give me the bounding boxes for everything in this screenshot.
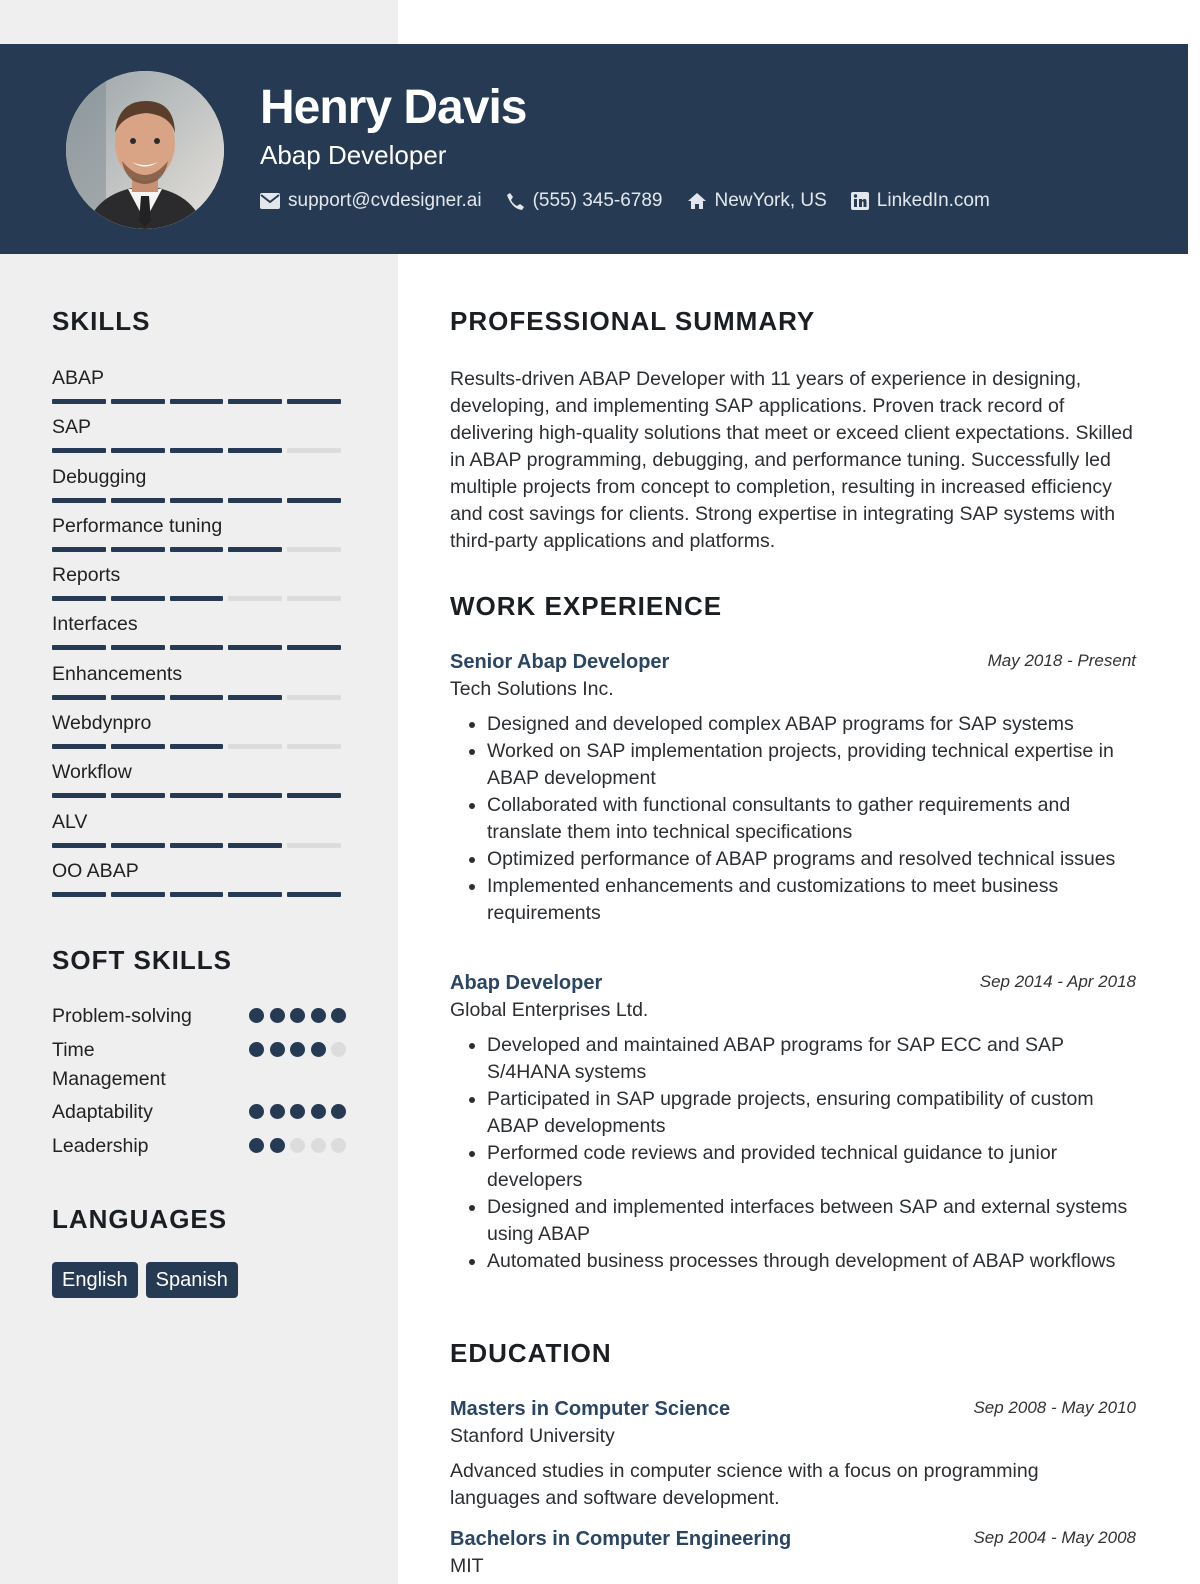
rating-dot xyxy=(270,1042,285,1057)
contact-linkedin[interactable] xyxy=(851,190,990,212)
skill-level-bar xyxy=(52,744,346,749)
school-name: Stanford University xyxy=(450,1425,615,1447)
skill-level-segment xyxy=(111,498,165,503)
skill-level-segment xyxy=(287,695,341,700)
soft-skills-heading: SOFT SKILLS xyxy=(52,945,232,975)
job-company: Global Enterprises Ltd. xyxy=(450,999,649,1021)
skill-level-segment xyxy=(287,498,341,503)
skill-level-bar xyxy=(52,892,346,897)
rating-dot xyxy=(290,1008,305,1023)
candidate-name: Henry Davis xyxy=(260,81,527,134)
skill-level-segment xyxy=(170,498,224,503)
candidate-title: Abap Developer xyxy=(260,140,447,170)
skill-item xyxy=(52,611,346,660)
education-dates: Sep 2004 - May 2008 xyxy=(973,1528,1136,1547)
skill-level-segment xyxy=(228,892,282,897)
skill-level-segment xyxy=(170,399,224,404)
rating-dot xyxy=(249,1104,264,1119)
skill-level-segment xyxy=(52,596,106,601)
skill-level-segment xyxy=(287,892,341,897)
job-dates: Sep 2014 - Apr 2018 xyxy=(979,972,1136,991)
contact-email[interactable] xyxy=(260,190,482,212)
degree-title: Masters in Computer Science xyxy=(450,1398,731,1420)
bullet-item: • Optimized performance of ABAP programs and resolved technical issues xyxy=(487,846,1136,873)
skill-level-segment xyxy=(111,596,165,601)
skill-level-segment xyxy=(228,695,282,700)
bullet-item: • Collaborated with functional consultants to gather requirements and translate them into technical specifications xyxy=(487,792,1136,846)
skill-name: OO ABAP xyxy=(52,859,139,882)
skill-level-segment xyxy=(287,547,341,552)
skill-level-segment xyxy=(228,596,282,601)
profile-photo xyxy=(66,71,224,229)
education-description: Advanced studies in computer science with a focus on programming languages and software development. xyxy=(450,1460,1039,1509)
rating-dot xyxy=(249,1138,264,1153)
skill-item xyxy=(52,365,346,414)
email-text: support@cvdesigner.ai xyxy=(288,190,482,211)
skill-level-segment xyxy=(52,645,106,650)
job-company: Tech Solutions Inc. xyxy=(450,678,614,700)
skill-level-segment xyxy=(228,744,282,749)
skill-level-bar xyxy=(52,793,346,798)
rating-dot xyxy=(311,1008,326,1023)
contact-phone[interactable] xyxy=(506,190,663,212)
skill-item xyxy=(52,661,346,710)
skill-level-segment xyxy=(228,645,282,650)
skill-level-segment xyxy=(111,892,165,897)
contact-bar xyxy=(260,190,1014,212)
skill-level-bar xyxy=(52,448,346,453)
skill-level-segment xyxy=(52,744,106,749)
soft-skill-rating xyxy=(244,1138,347,1153)
skill-level-segment xyxy=(287,645,341,650)
education-dates: Sep 2008 - May 2010 xyxy=(973,1398,1136,1417)
skill-name: Webdynpro xyxy=(52,712,152,735)
skill-level-bar xyxy=(52,547,346,552)
education-entry xyxy=(450,1396,1136,1512)
bullet-item: • Developed and maintained ABAP programs for SAP ECC and SAP S/4HANA systems xyxy=(487,1032,1136,1086)
rating-dot xyxy=(311,1138,326,1153)
soft-skill-rating xyxy=(244,1008,347,1023)
skill-item xyxy=(52,858,346,907)
rating-dot xyxy=(331,1042,346,1057)
language-tag: English xyxy=(52,1262,138,1298)
soft-skill-name: Leadership xyxy=(52,1135,149,1157)
skill-name: Performance tuning xyxy=(52,514,223,537)
bullet-item: • Designed and implemented interfaces between SAP and external systems using ABAP xyxy=(487,1194,1136,1248)
skill-level-segment xyxy=(287,596,341,601)
skills-list xyxy=(52,365,346,907)
linkedin-text: LinkedIn.com xyxy=(876,190,990,211)
languages-heading: LANGUAGES xyxy=(52,1204,228,1234)
skill-level-segment xyxy=(170,744,224,749)
soft-skill-item xyxy=(52,1002,346,1031)
summary-text: Results-driven ABAP Developer with 11 years of experience in designing, developing, and implementing SAP applications. Proven track record of delivering high-quality solutions that meet or exceed client expectations. Skilled in ABAP programming, debugging, and performance tuning. Successfully led multiple projects from concept to completion, resulting in increased efficiency and cost savings for clients. Strong expertise in integrating SAP systems with third-party applications and platforms. xyxy=(450,368,1133,552)
skill-level-segment xyxy=(228,448,282,453)
skill-level-segment xyxy=(111,448,165,453)
skill-level-segment xyxy=(111,744,165,749)
soft-skill-item xyxy=(52,1132,346,1161)
skill-name: ALV xyxy=(52,810,88,833)
skill-name: Enhancements xyxy=(52,662,183,685)
skill-name: Interfaces xyxy=(52,613,138,636)
rating-dot xyxy=(290,1042,305,1057)
skill-level-segment xyxy=(170,793,224,798)
linkedin-icon xyxy=(851,192,869,210)
skill-item xyxy=(52,513,346,562)
skill-level-segment xyxy=(228,498,282,503)
skill-name: Workflow xyxy=(52,761,132,784)
soft-skill-item xyxy=(52,1036,346,1094)
languages-list xyxy=(52,1262,246,1298)
education-entry xyxy=(450,1526,1136,1580)
skill-level-segment xyxy=(52,695,106,700)
rating-dot xyxy=(270,1104,285,1119)
rating-dot xyxy=(249,1042,264,1057)
skill-level-segment xyxy=(170,448,224,453)
resume-header xyxy=(0,44,1188,254)
job-role: Senior Abap Developer xyxy=(450,651,670,673)
skill-level-segment xyxy=(52,843,106,848)
skill-level-segment xyxy=(52,547,106,552)
soft-skill-rating xyxy=(244,1042,347,1057)
phone-icon xyxy=(506,192,525,211)
skill-level-segment xyxy=(111,547,165,552)
skill-level-segment xyxy=(111,793,165,798)
skill-level-segment xyxy=(287,399,341,404)
skill-level-segment xyxy=(228,843,282,848)
skill-name: SAP xyxy=(52,416,92,439)
job-bullets xyxy=(450,711,1136,927)
location-text: NewYork, US xyxy=(714,190,827,211)
rating-dot xyxy=(331,1008,346,1023)
skills-heading: SKILLS xyxy=(52,306,151,336)
skill-level-segment xyxy=(111,695,165,700)
skill-level-segment xyxy=(52,892,106,897)
skill-item xyxy=(52,464,346,513)
phone-text: (555) 345-6789 xyxy=(532,190,663,211)
rating-dot xyxy=(290,1138,305,1153)
skill-item xyxy=(52,759,346,808)
bullet-item: • Designed and developed complex ABAP programs for SAP systems xyxy=(487,711,1136,738)
skill-level-bar xyxy=(52,399,346,404)
education-heading: EDUCATION xyxy=(450,1338,612,1368)
skill-level-segment xyxy=(170,695,224,700)
language-tag: Spanish xyxy=(146,1262,238,1298)
soft-skill-rating xyxy=(244,1104,347,1119)
skill-item xyxy=(52,562,346,611)
skill-level-segment xyxy=(170,892,224,897)
degree-title: Bachelors in Computer Engineering xyxy=(450,1528,792,1550)
skill-level-bar xyxy=(52,645,346,650)
envelope-icon xyxy=(260,193,280,209)
skill-level-segment xyxy=(228,547,282,552)
soft-skill-name: Time Management xyxy=(52,1039,166,1090)
skill-level-segment xyxy=(170,843,224,848)
skill-name: Reports xyxy=(52,564,121,587)
summary-heading: PROFESSIONAL SUMMARY xyxy=(450,306,816,336)
skill-level-segment xyxy=(52,498,106,503)
bullet-item: • Automated business processes through development of ABAP workflows xyxy=(487,1248,1136,1275)
skill-item xyxy=(52,414,346,463)
skill-item xyxy=(52,809,346,858)
soft-skill-name: Adaptability xyxy=(52,1101,153,1123)
job-role: Abap Developer xyxy=(450,972,603,994)
bullet-item: • Participated in SAP upgrade projects, ensuring compatibility of custom ABAP developments xyxy=(487,1086,1136,1140)
skill-name: ABAP xyxy=(52,367,105,389)
experience-heading: WORK EXPERIENCE xyxy=(450,591,723,621)
skill-level-bar xyxy=(52,498,346,503)
rating-dot xyxy=(331,1138,346,1153)
skill-level-segment xyxy=(287,744,341,749)
bullet-item: • Implemented enhancements and customizations to meet business requirements xyxy=(487,873,1136,927)
rating-dot xyxy=(311,1042,326,1057)
bullet-item: • Worked on SAP implementation projects, providing technical expertise in ABAP development xyxy=(487,738,1136,792)
bullet-item: • Performed code reviews and provided technical guidance to junior developers xyxy=(487,1140,1136,1194)
skill-level-bar xyxy=(52,596,346,601)
job-entry xyxy=(450,970,1136,1275)
home-icon xyxy=(687,192,707,210)
job-dates: May 2018 - Present xyxy=(987,651,1136,670)
rating-dot xyxy=(270,1138,285,1153)
skill-level-segment xyxy=(111,645,165,650)
skill-level-segment xyxy=(228,399,282,404)
skill-level-segment xyxy=(287,843,341,848)
job-entry xyxy=(450,649,1136,927)
skill-level-segment xyxy=(52,399,106,404)
skill-level-segment xyxy=(52,793,106,798)
soft-skills-list xyxy=(52,1002,346,1166)
skill-level-segment xyxy=(111,399,165,404)
skill-level-segment xyxy=(287,793,341,798)
skill-level-segment xyxy=(52,448,106,453)
job-bullets xyxy=(450,1032,1136,1275)
skill-name: Debugging xyxy=(52,465,147,488)
skill-level-segment xyxy=(170,645,224,650)
skill-level-segment xyxy=(170,596,224,601)
skill-level-bar xyxy=(52,843,346,848)
skill-level-bar xyxy=(52,695,346,700)
skill-level-segment xyxy=(228,793,282,798)
skill-level-segment xyxy=(170,547,224,552)
skill-item xyxy=(52,710,346,759)
school-name: MIT xyxy=(450,1555,484,1577)
skill-level-segment xyxy=(111,843,165,848)
rating-dot xyxy=(311,1104,326,1119)
soft-skill-name: Problem-solving xyxy=(52,1005,192,1027)
skill-level-segment xyxy=(287,448,341,453)
soft-skill-item xyxy=(52,1098,346,1127)
rating-dot xyxy=(270,1008,285,1023)
rating-dot xyxy=(331,1104,346,1119)
contact-location xyxy=(687,190,827,212)
rating-dot xyxy=(249,1008,264,1023)
rating-dot xyxy=(290,1104,305,1119)
